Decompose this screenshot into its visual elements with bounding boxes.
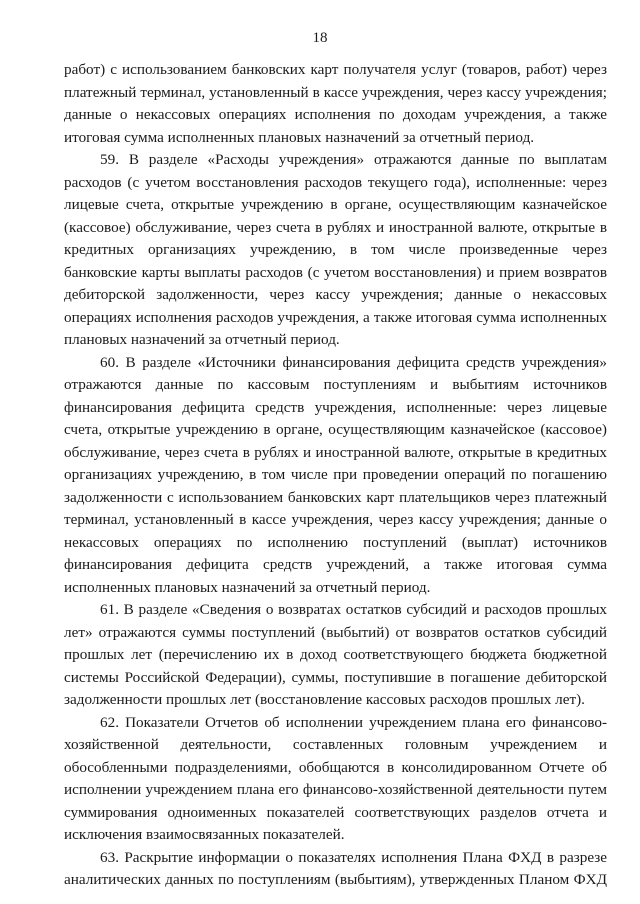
paragraph-62: 62. Показатели Отчетов об исполнении учреждением плана его финансово-хозяйственной деятельности, составленных головным учреждением и обособленными подразделениями, обобщаются в консолидированном Отчете об исполнении учреждением плана его финансово-хозяйственной деятельности путем суммирования одноименных показателей соответствующих разделов отчета и исключения взаимосвязанных показателей. [64, 713, 607, 843]
paragraph-59: 59. В разделе «Расходы учреждения» отражаются данные по выплатам расходов (с учетом восстановления расходов текущего года), исполненные: через лицевые счета, открытые учреждению в органе, осуществляющим казначейское (кассовое) обслуживание, через счета в рублях и иностранной валюте, открытые в кредитных организациях учреждению, в том числе произведенные через банковские карты выплаты расходов (с учетом восстановления) и прием возвратов дебиторской задолженности, через кассу учреждения; данные о некассовых операциях исполнения расходов учреждения, а также итоговая сумма исполненных плановых назначений за отчетный период. [64, 151, 607, 348]
paragraph-continuation: работ) с использованием банковских карт получателя услуг (товаров, работ) через платежный терминал, установленный в кассе учреждения, через кассу учреждения; данные о некассовых операциях исполнения по доходам учреждения, а также итоговая сумма исполненных плановых назначений за отчетный период. [64, 61, 607, 146]
page-number: 18 [312, 30, 328, 46]
paragraph-60: 60. В разделе «Источники финансирования дефицита средств учреждения» отражаются данные по кассовым поступлениям и выбытиям источников финансирования дефицита средств учреждения, исполненные: через лицевые счета, открытые учреждению в органе, осуществляющим казначейское (кассовое) обслуживание, через счета в рублях и иностранной валюте, открытые в кредитных организациях учреждению, в том числе при проведении операций по погашению задолженности с использованием банковских карт плательщиков через платежный терминал, установленный в кассе учреждения, через кассу учреждения; данные о некассовых операциях по исполнению поступлений (выплат) источников финансирования дефицита средств учреждений, а также итоговая сумма исполненных плановых назначений за отчетный период. [64, 353, 607, 596]
paragraph-61: 61. В разделе «Сведения о возвратах остатков субсидий и расходов прошлых лет» отражаются суммы поступлений (выбытий) от возвратов остатков субсидий прошлых лет (перечислению их в доход соответствующего бюджета бюджетной системы Российской Федерации), суммы, поступившие в погашение дебиторской задолженности прошлых лет (восстановление кассовых расходов прошлых лет). [64, 601, 607, 708]
document-body [64, 59, 607, 892]
paragraph-63: 63. Раскрытие информации о показателях исполнения Плана ФХД в разрезе аналитических данных по поступлениям (выбытиям), утвержденных Планом ФХД [64, 848, 607, 888]
